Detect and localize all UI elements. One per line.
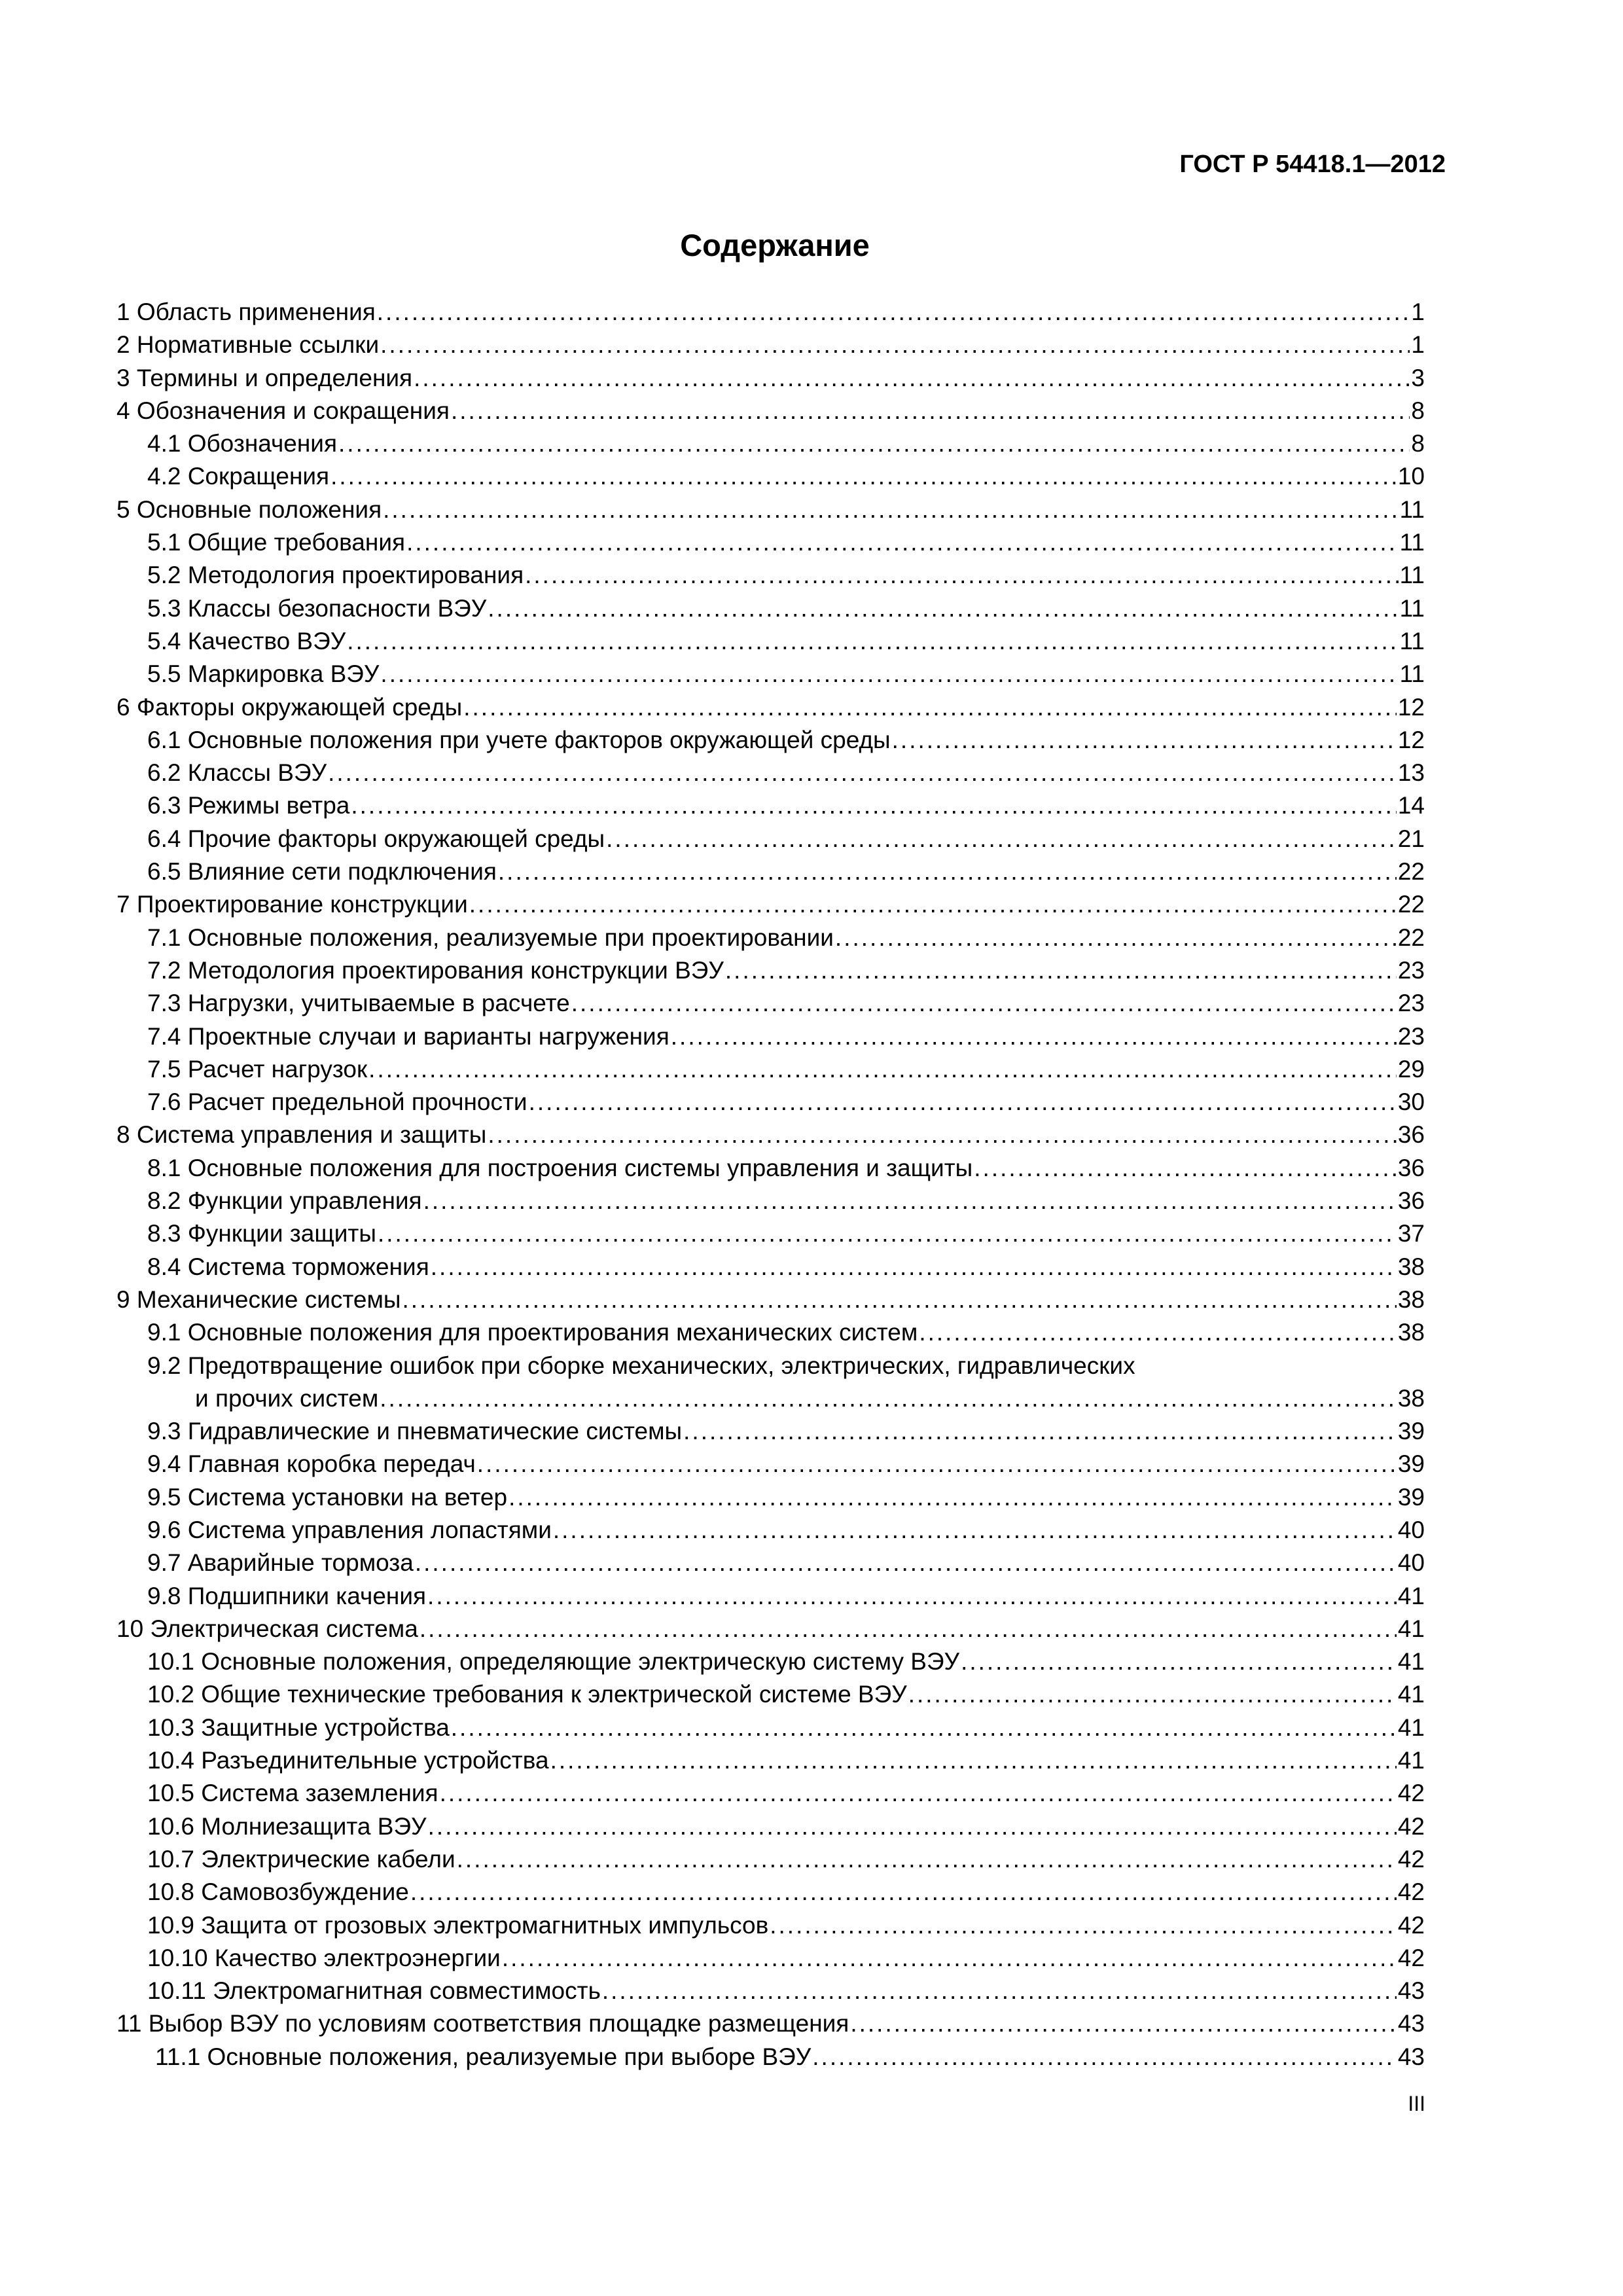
toc-entry-page: 11 xyxy=(1399,562,1425,589)
toc-entry-page: 22 xyxy=(1397,924,1425,951)
toc-entry[interactable] xyxy=(116,2041,1425,2073)
toc-entry-page: 11 xyxy=(1399,594,1425,622)
toc-entry-title: 10.2 Общие технические требования к электрической системе ВЭУ xyxy=(147,1681,907,1708)
toc-entry-title: 5.2 Методология проектирования xyxy=(147,562,524,589)
toc-entry[interactable] xyxy=(116,823,1425,855)
toc-entry[interactable] xyxy=(116,1448,1425,1480)
dot-leader xyxy=(571,987,1397,1020)
toc-entry-page: 43 xyxy=(1397,2010,1425,2037)
dot-leader xyxy=(606,823,1397,855)
toc-entry[interactable] xyxy=(116,625,1425,658)
toc-entry-page: 41 xyxy=(1397,1747,1425,1774)
toc-entry-page: 10 xyxy=(1397,463,1425,490)
dot-leader xyxy=(974,1152,1397,1185)
toc-entry-title: 2 Нормативные ссылки xyxy=(116,331,380,359)
toc-entry-title: 5.5 Маркировка ВЭУ xyxy=(147,660,380,688)
toc-entry[interactable] xyxy=(116,1053,1425,1086)
toc-entry-page: 8 xyxy=(1411,430,1425,457)
dot-leader xyxy=(671,1020,1397,1053)
toc-entry[interactable] xyxy=(116,493,1425,526)
toc-entry-page: 41 xyxy=(1397,1681,1425,1708)
toc-entry-title: 7.4 Проектные случаи и варианты нагружения xyxy=(147,1022,669,1050)
toc-entry[interactable] xyxy=(116,1415,1425,1448)
toc-entry-title: 6.4 Прочие факторы окружающей среды xyxy=(147,825,605,852)
toc-entry-page: 30 xyxy=(1397,1088,1425,1116)
toc-entry-title: 8 Система управления и защиты xyxy=(116,1121,487,1149)
toc-entry-title: 9.8 Подшипники качения xyxy=(147,1582,427,1609)
dot-leader xyxy=(488,1119,1396,1151)
toc-entry[interactable] xyxy=(116,592,1425,625)
toc-entry-title: 10 Электрическая система xyxy=(116,1615,418,1642)
toc-entry[interactable] xyxy=(116,1580,1425,1613)
toc-entry[interactable] xyxy=(116,987,1425,1020)
toc-entry-page: 39 xyxy=(1397,1483,1425,1511)
dot-leader xyxy=(961,1645,1397,1678)
toc-entry-page: 38 xyxy=(1397,1253,1425,1280)
toc-entry[interactable] xyxy=(116,460,1425,493)
dot-leader xyxy=(330,460,1397,493)
toc-entry-page: 21 xyxy=(1397,825,1425,852)
dot-leader xyxy=(377,296,1410,329)
toc-entry[interactable] xyxy=(116,1086,1425,1119)
toc-entry-page: 1 xyxy=(1411,331,1425,359)
toc-entry-title: 8.3 Функции защиты xyxy=(147,1220,376,1247)
toc-entry[interactable] xyxy=(116,526,1425,559)
toc-entry-page: 23 xyxy=(1397,956,1425,984)
dot-leader xyxy=(368,1053,1397,1086)
toc-entry-page: 38 xyxy=(1397,1384,1425,1412)
toc-entry-page: 41 xyxy=(1397,1582,1425,1609)
toc-entry-title: 10.1 Основные положения, определяющие электрическую систему ВЭУ xyxy=(147,1648,960,1676)
toc-entry-title: 8.2 Функции управления xyxy=(147,1187,422,1215)
toc-entry[interactable] xyxy=(116,1382,1425,1415)
toc-entry[interactable] xyxy=(116,362,1425,395)
toc-entry-title: 11.1 Основные положения, реализуемые при выборе ВЭУ xyxy=(155,2043,812,2070)
toc-entry[interactable] xyxy=(116,296,1425,329)
toc-entry-title: 7.5 Расчет нагрузок xyxy=(147,1055,368,1083)
dot-leader xyxy=(338,427,1410,460)
toc-entry[interactable] xyxy=(116,1744,1425,1777)
dot-leader xyxy=(457,1843,1397,1876)
dot-leader xyxy=(451,1712,1397,1744)
toc-entry-title: 7.3 Нагрузки, учитываемые в расчете xyxy=(147,990,570,1017)
toc-entry[interactable] xyxy=(116,1613,1425,1645)
dot-leader xyxy=(553,1514,1397,1547)
toc-entry-title: 6.3 Режимы ветра xyxy=(147,792,350,819)
toc-entry-page: 11 xyxy=(1399,627,1425,655)
dot-leader xyxy=(502,1942,1397,1975)
dot-leader xyxy=(402,1283,1397,1316)
toc-entry-page: 38 xyxy=(1397,1319,1425,1346)
dot-leader xyxy=(378,1217,1397,1250)
toc-entry-title: 7 Проектирование конструкции xyxy=(116,891,468,918)
toc-entry-title: 4 Обозначения и сокращения xyxy=(116,397,450,424)
toc-entry[interactable] xyxy=(116,1020,1425,1053)
dot-leader xyxy=(440,1777,1397,1810)
toc-entry-title: 9.2 Предотвращение ошибок при сборке механических, электрических, гидравлических xyxy=(147,1352,1135,1379)
toc-entry-title: 6.2 Классы ВЭУ xyxy=(147,759,327,787)
dot-leader xyxy=(850,2007,1397,2040)
toc-entry-page: 41 xyxy=(1397,1648,1425,1676)
dot-leader xyxy=(602,1975,1397,2007)
dot-leader xyxy=(415,1547,1397,1579)
dot-leader xyxy=(410,1876,1397,1909)
toc-entry-page: 43 xyxy=(1397,1977,1425,2005)
dot-leader xyxy=(812,2041,1397,2073)
toc-entry-page: 11 xyxy=(1399,660,1425,688)
dot-leader xyxy=(328,757,1397,789)
toc-entry-page: 12 xyxy=(1397,693,1425,721)
toc-entry-title: 4.1 Обозначения xyxy=(147,430,338,457)
toc-entry-page: 8 xyxy=(1411,397,1425,424)
dot-leader xyxy=(351,789,1396,822)
dot-leader xyxy=(463,691,1397,724)
dot-leader xyxy=(835,922,1397,954)
toc-entry[interactable] xyxy=(116,789,1425,822)
toc-entry-title: 9.5 Система установки на ветер xyxy=(147,1483,508,1511)
toc-entry-title: 10.5 Система заземления xyxy=(147,1780,438,1807)
toc-entry[interactable] xyxy=(116,855,1425,888)
dot-leader xyxy=(550,1744,1397,1777)
toc-entry-page: 11 xyxy=(1399,495,1425,523)
toc-entry-page: 22 xyxy=(1397,858,1425,886)
dot-leader xyxy=(414,362,1410,395)
toc-entry-title: 8.4 Система торможения xyxy=(147,1253,429,1280)
dot-leader xyxy=(529,1086,1397,1119)
dot-leader xyxy=(488,592,1398,625)
toc-entry-page: 23 xyxy=(1397,1022,1425,1050)
toc-entry-page: 41 xyxy=(1397,1713,1425,1741)
toc-entry[interactable] xyxy=(116,1316,1425,1349)
toc-entry-title: 7.6 Расчет предельной прочности xyxy=(147,1088,527,1116)
toc-entry-title: 9.3 Гидравлические и пневматические системы xyxy=(147,1418,683,1445)
toc-entry-title: 7.1 Основные положения, реализуемые при проектировании xyxy=(147,924,834,951)
toc-entry-page: 13 xyxy=(1397,759,1425,787)
toc-entry-title: 10.6 Молниезащита ВЭУ xyxy=(147,1812,427,1840)
toc-entry-title: 6.1 Основные положения при учете факторов окружающей среды xyxy=(147,726,891,753)
toc-entry-title: 9.7 Аварийные тормоза xyxy=(147,1549,414,1577)
toc-entry-title: 4.2 Сокращения xyxy=(147,463,330,490)
toc-entry-page: 11 xyxy=(1399,529,1425,556)
dot-leader xyxy=(406,526,1399,559)
toc-entry[interactable] xyxy=(116,1810,1425,1843)
dot-leader xyxy=(428,1810,1397,1843)
toc-entry-page: 38 xyxy=(1397,1285,1425,1313)
toc-entry-title: 5.4 Качество ВЭУ xyxy=(147,627,346,655)
toc-entry-page: 12 xyxy=(1397,726,1425,753)
dot-leader xyxy=(525,559,1398,592)
toc-entry-page: 42 xyxy=(1397,1812,1425,1840)
table-of-contents xyxy=(116,296,1425,2073)
toc-entry[interactable] xyxy=(116,1547,1425,1579)
toc-entry[interactable] xyxy=(116,559,1425,592)
toc-entry[interactable] xyxy=(116,395,1425,427)
toc-entry-title: 10.7 Электрические кабели xyxy=(147,1845,455,1873)
toc-entry[interactable] xyxy=(116,1185,1425,1217)
toc-entry-title: 6.5 Влияние сети подключения xyxy=(147,858,497,886)
toc-entry[interactable] xyxy=(116,691,1425,724)
toc-entry-page: 40 xyxy=(1397,1549,1425,1577)
toc-entry-title: 9 Механические системы xyxy=(116,1285,401,1313)
toc-entry-page: 3 xyxy=(1411,364,1425,391)
dot-leader xyxy=(423,1185,1397,1217)
toc-entry[interactable] xyxy=(116,888,1425,921)
toc-entry-page: 1 xyxy=(1411,298,1425,325)
toc-entry-title: и прочих систем xyxy=(195,1384,379,1412)
dot-leader xyxy=(427,1580,1397,1613)
toc-entry-page: 22 xyxy=(1397,891,1425,918)
toc-entry-title: 7.2 Методология проектирования конструкции ВЭУ xyxy=(147,956,724,984)
toc-entry[interactable] xyxy=(116,1777,1425,1810)
toc-entry[interactable] xyxy=(116,724,1425,757)
toc-entry-page: 39 xyxy=(1397,1450,1425,1478)
toc-entry[interactable] xyxy=(116,1217,1425,1250)
dot-leader xyxy=(383,493,1398,526)
toc-entry-title: 6 Факторы окружающей среды xyxy=(116,693,463,721)
toc-entry[interactable] xyxy=(116,1481,1425,1514)
toc-entry-page: 29 xyxy=(1397,1055,1425,1083)
toc-entry[interactable] xyxy=(116,1645,1425,1678)
toc-entry[interactable] xyxy=(116,1283,1425,1316)
page-title: Содержание xyxy=(680,228,870,262)
toc-entry[interactable] xyxy=(116,1514,1425,1547)
dot-leader xyxy=(919,1316,1397,1349)
dot-leader xyxy=(508,1481,1397,1514)
dot-leader xyxy=(380,658,1398,691)
toc-entry-title: 10.9 Защита от грозовых электромагнитных импульсов xyxy=(147,1911,769,1939)
dot-leader xyxy=(451,395,1410,427)
dot-leader xyxy=(683,1415,1397,1448)
toc-entry[interactable] xyxy=(116,1909,1425,1942)
toc-entry-title: 9.4 Главная коробка передач xyxy=(147,1450,476,1478)
toc-entry-page: 42 xyxy=(1397,1845,1425,1873)
toc-entry-title: 5.1 Общие требования xyxy=(147,529,406,556)
dot-leader xyxy=(908,1678,1397,1711)
toc-entry[interactable] xyxy=(116,427,1425,460)
toc-entry-page: 42 xyxy=(1397,1878,1425,1906)
toc-entry[interactable] xyxy=(116,1251,1425,1283)
toc-entry-title: 10.11 Электромагнитная совместимость xyxy=(147,1977,601,2005)
toc-entry-title: 5 Основные положения xyxy=(116,495,382,523)
dot-leader xyxy=(347,625,1398,658)
toc-entry-page: 37 xyxy=(1397,1220,1425,1247)
toc-entry[interactable] xyxy=(116,2007,1425,2040)
toc-entry[interactable] xyxy=(116,1876,1425,1909)
dot-leader xyxy=(380,329,1410,361)
toc-entry[interactable] xyxy=(116,1843,1425,1876)
toc-entry-page: 36 xyxy=(1397,1121,1425,1149)
toc-entry[interactable] xyxy=(116,1119,1425,1151)
toc-entry-title: 10.3 Защитные устройства xyxy=(147,1713,450,1741)
toc-entry[interactable] xyxy=(116,329,1425,361)
toc-entry-page: 23 xyxy=(1397,990,1425,1017)
toc-entry-page: 14 xyxy=(1397,792,1425,819)
toc-entry-title: 11 Выбор ВЭУ по условиям соответствия площадке размещения xyxy=(116,2010,849,2037)
toc-entry[interactable] xyxy=(116,1152,1425,1185)
toc-entry-page: 36 xyxy=(1397,1187,1425,1215)
toc-entry-title: 1 Область применения xyxy=(116,298,376,325)
dot-leader xyxy=(770,1909,1397,1942)
dot-leader xyxy=(725,954,1397,987)
toc-entry[interactable] xyxy=(116,922,1425,954)
toc-entry-page: 41 xyxy=(1397,1615,1425,1642)
toc-entry-page: 42 xyxy=(1397,1944,1425,1971)
toc-entry[interactable] xyxy=(116,1975,1425,2007)
toc-entry-title: 10.8 Самовозбуждение xyxy=(147,1878,409,1906)
dot-leader xyxy=(419,1613,1397,1645)
toc-entry[interactable] xyxy=(116,1350,1425,1382)
dot-leader xyxy=(431,1251,1397,1283)
toc-entry-title: 5.3 Классы безопасности ВЭУ xyxy=(147,594,487,622)
toc-entry[interactable] xyxy=(116,954,1425,987)
toc-entry-title: 10.4 Разъединительные устройства xyxy=(147,1747,549,1774)
toc-entry-page: 42 xyxy=(1397,1911,1425,1939)
toc-entry[interactable] xyxy=(116,658,1425,691)
page-number: III xyxy=(1408,2092,1425,2115)
toc-entry-title: 8.1 Основные положения для построения системы управления и защиты xyxy=(147,1154,973,1181)
toc-entry[interactable] xyxy=(116,1712,1425,1744)
toc-entry-title: 10.10 Качество электроэнергии xyxy=(147,1944,501,1971)
dot-leader xyxy=(477,1448,1397,1480)
toc-entry[interactable] xyxy=(116,1678,1425,1711)
toc-entry-page: 42 xyxy=(1397,1780,1425,1807)
toc-entry[interactable] xyxy=(116,1942,1425,1975)
toc-entry-page: 40 xyxy=(1397,1516,1425,1543)
toc-entry-title: 9.6 Система управления лопастями xyxy=(147,1516,552,1543)
toc-entry-page: 36 xyxy=(1397,1154,1425,1181)
dot-leader xyxy=(892,724,1397,757)
document-code: ГОСТ Р 54418.1—2012 xyxy=(1179,151,1446,178)
dot-leader xyxy=(498,855,1397,888)
toc-entry-page: 43 xyxy=(1397,2043,1425,2070)
toc-entry-title: 9.1 Основные положения для проектирования механических систем xyxy=(147,1319,918,1346)
toc-entry[interactable] xyxy=(116,757,1425,789)
toc-entry-page: 39 xyxy=(1397,1418,1425,1445)
dot-leader xyxy=(380,1382,1397,1415)
toc-entry-title: 3 Термины и определения xyxy=(116,364,413,391)
dot-leader xyxy=(469,888,1397,921)
